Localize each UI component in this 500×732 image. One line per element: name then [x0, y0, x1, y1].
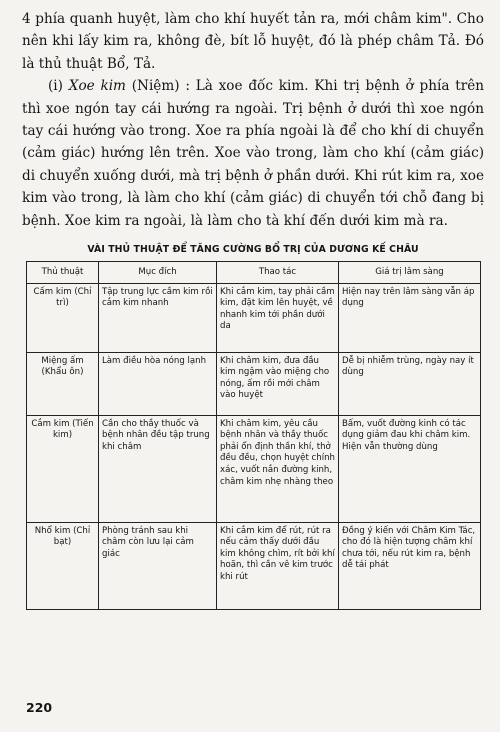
- cell-operation: Khi cắm kim để rút, rút ra nếu cảm thấy dưới đầu kim không chìm, rít bởi khí hoãn, thì cần vê kim trước khi rút: [217, 522, 339, 609]
- page-content: [22, 8, 484, 610]
- cell-operation: Khi cắm kim, tay phải cầm kim, đặt kim lên huyệt, về nhanh kim tới phần dưới da: [217, 283, 339, 352]
- cell-clinical-value: Dễ bị nhiễm trùng, ngày nay ít dùng: [339, 352, 481, 415]
- cell-purpose: Cần cho thầy thuốc và bệnh nhân đều tập trung khi châm: [99, 415, 217, 522]
- cell-operation: Khi châm kim, yêu cầu bệnh nhân và thầy thuốc phải ổn định thần khí, thở đều đều, chọn huyệt chính xác, vuốt nắn đường kinh, châm kim nhẹ nhàng theo: [217, 415, 339, 522]
- cell-clinical-value: Bấm, vuốt đường kinh có tác dụng giảm đau khi châm kim. Hiện vẫn thường dùng: [339, 415, 481, 522]
- techniques-table: [26, 261, 481, 610]
- cell-technique: Miệng ấm (Khẩu ôn): [27, 352, 99, 415]
- table-row: [27, 415, 481, 522]
- cell-operation: Khi châm kim, đưa đầu kim ngậm vào miệng cho nóng, ấm rồi mới châm vào huyệt: [217, 352, 339, 415]
- page-number: 220: [26, 700, 53, 715]
- body-paragraph: 4 phía quanh huyệt, làm cho khí huyết tản ra, mới châm kim". Cho nên khi lấy kim ra, không đè, bít lỗ huyệt, đó là phép châm Tả. Đó là thủ thuật Bổ, Tả.: [22, 11, 484, 72]
- table-row: [27, 283, 481, 352]
- header-operation: Thao tác: [217, 262, 339, 284]
- table-title: VÀI THỦ THUẬT ĐỂ TĂNG CƯỜNG BỔ TRỊ CỦA DƯƠNG KẾ CHÂU: [87, 244, 419, 256]
- header-clinical-value: Giá trị lâm sàng: [339, 262, 481, 284]
- item-marker: (i): [48, 78, 63, 95]
- table-row: [27, 522, 481, 609]
- cell-purpose: Tập trung lực cầm kim rồi cắm kim nhanh: [99, 283, 217, 352]
- table-header-row: [27, 262, 481, 284]
- cell-purpose: Phòng tránh sau khi châm còn lưu lại cảm giác: [99, 522, 217, 609]
- cell-technique: Nhổ kim (Chỉ bạt): [27, 522, 99, 609]
- table-row: [27, 352, 481, 415]
- cell-purpose: Làm điều hòa nóng lạnh: [99, 352, 217, 415]
- header-purpose: Mục đích: [99, 262, 217, 284]
- item-term: Xoe kim: [68, 78, 126, 95]
- cell-technique: Cấm kim (Chỉ trì): [27, 283, 99, 352]
- xoe-kim-paragraph: [22, 75, 484, 232]
- cell-clinical-value: Hiện nay trên lâm sàng vẫn áp dụng: [339, 283, 481, 352]
- item-definition: (Niệm) : Là xoe đốc kim. Khi trị bệnh ở phía trên thì xoe ngón tay cái hướng ra ngoài. Trị bệnh ở dưới thì xoe ngón tay cái hướng vào trong. Xoe ra phía ngoài là để cho khí di chuyển (cảm giác) hướng lên trên. Xoe vào trong, làm cho khí (cảm giác) di chuyển xuống dưới, mà trị bệnh ở phần dưới. Khi rút kim ra, xoe kim vào trong, là làm cho khí (cảm giác) di chuyển tới chỗ đang bị bệnh. Xoe kim ra ngoài, là làm cho tà khí đến dưới kim mà ra.: [22, 78, 484, 229]
- cell-clinical-value: Đồng ý kiến với Châm Kim Tác, cho đó là hiện tượng châm khí chưa tới, nếu rút kim ra, bệnh dễ tái phát: [339, 522, 481, 609]
- cell-technique: Cắm kim (Tiến kim): [27, 415, 99, 522]
- header-technique: Thủ thuật: [27, 262, 99, 284]
